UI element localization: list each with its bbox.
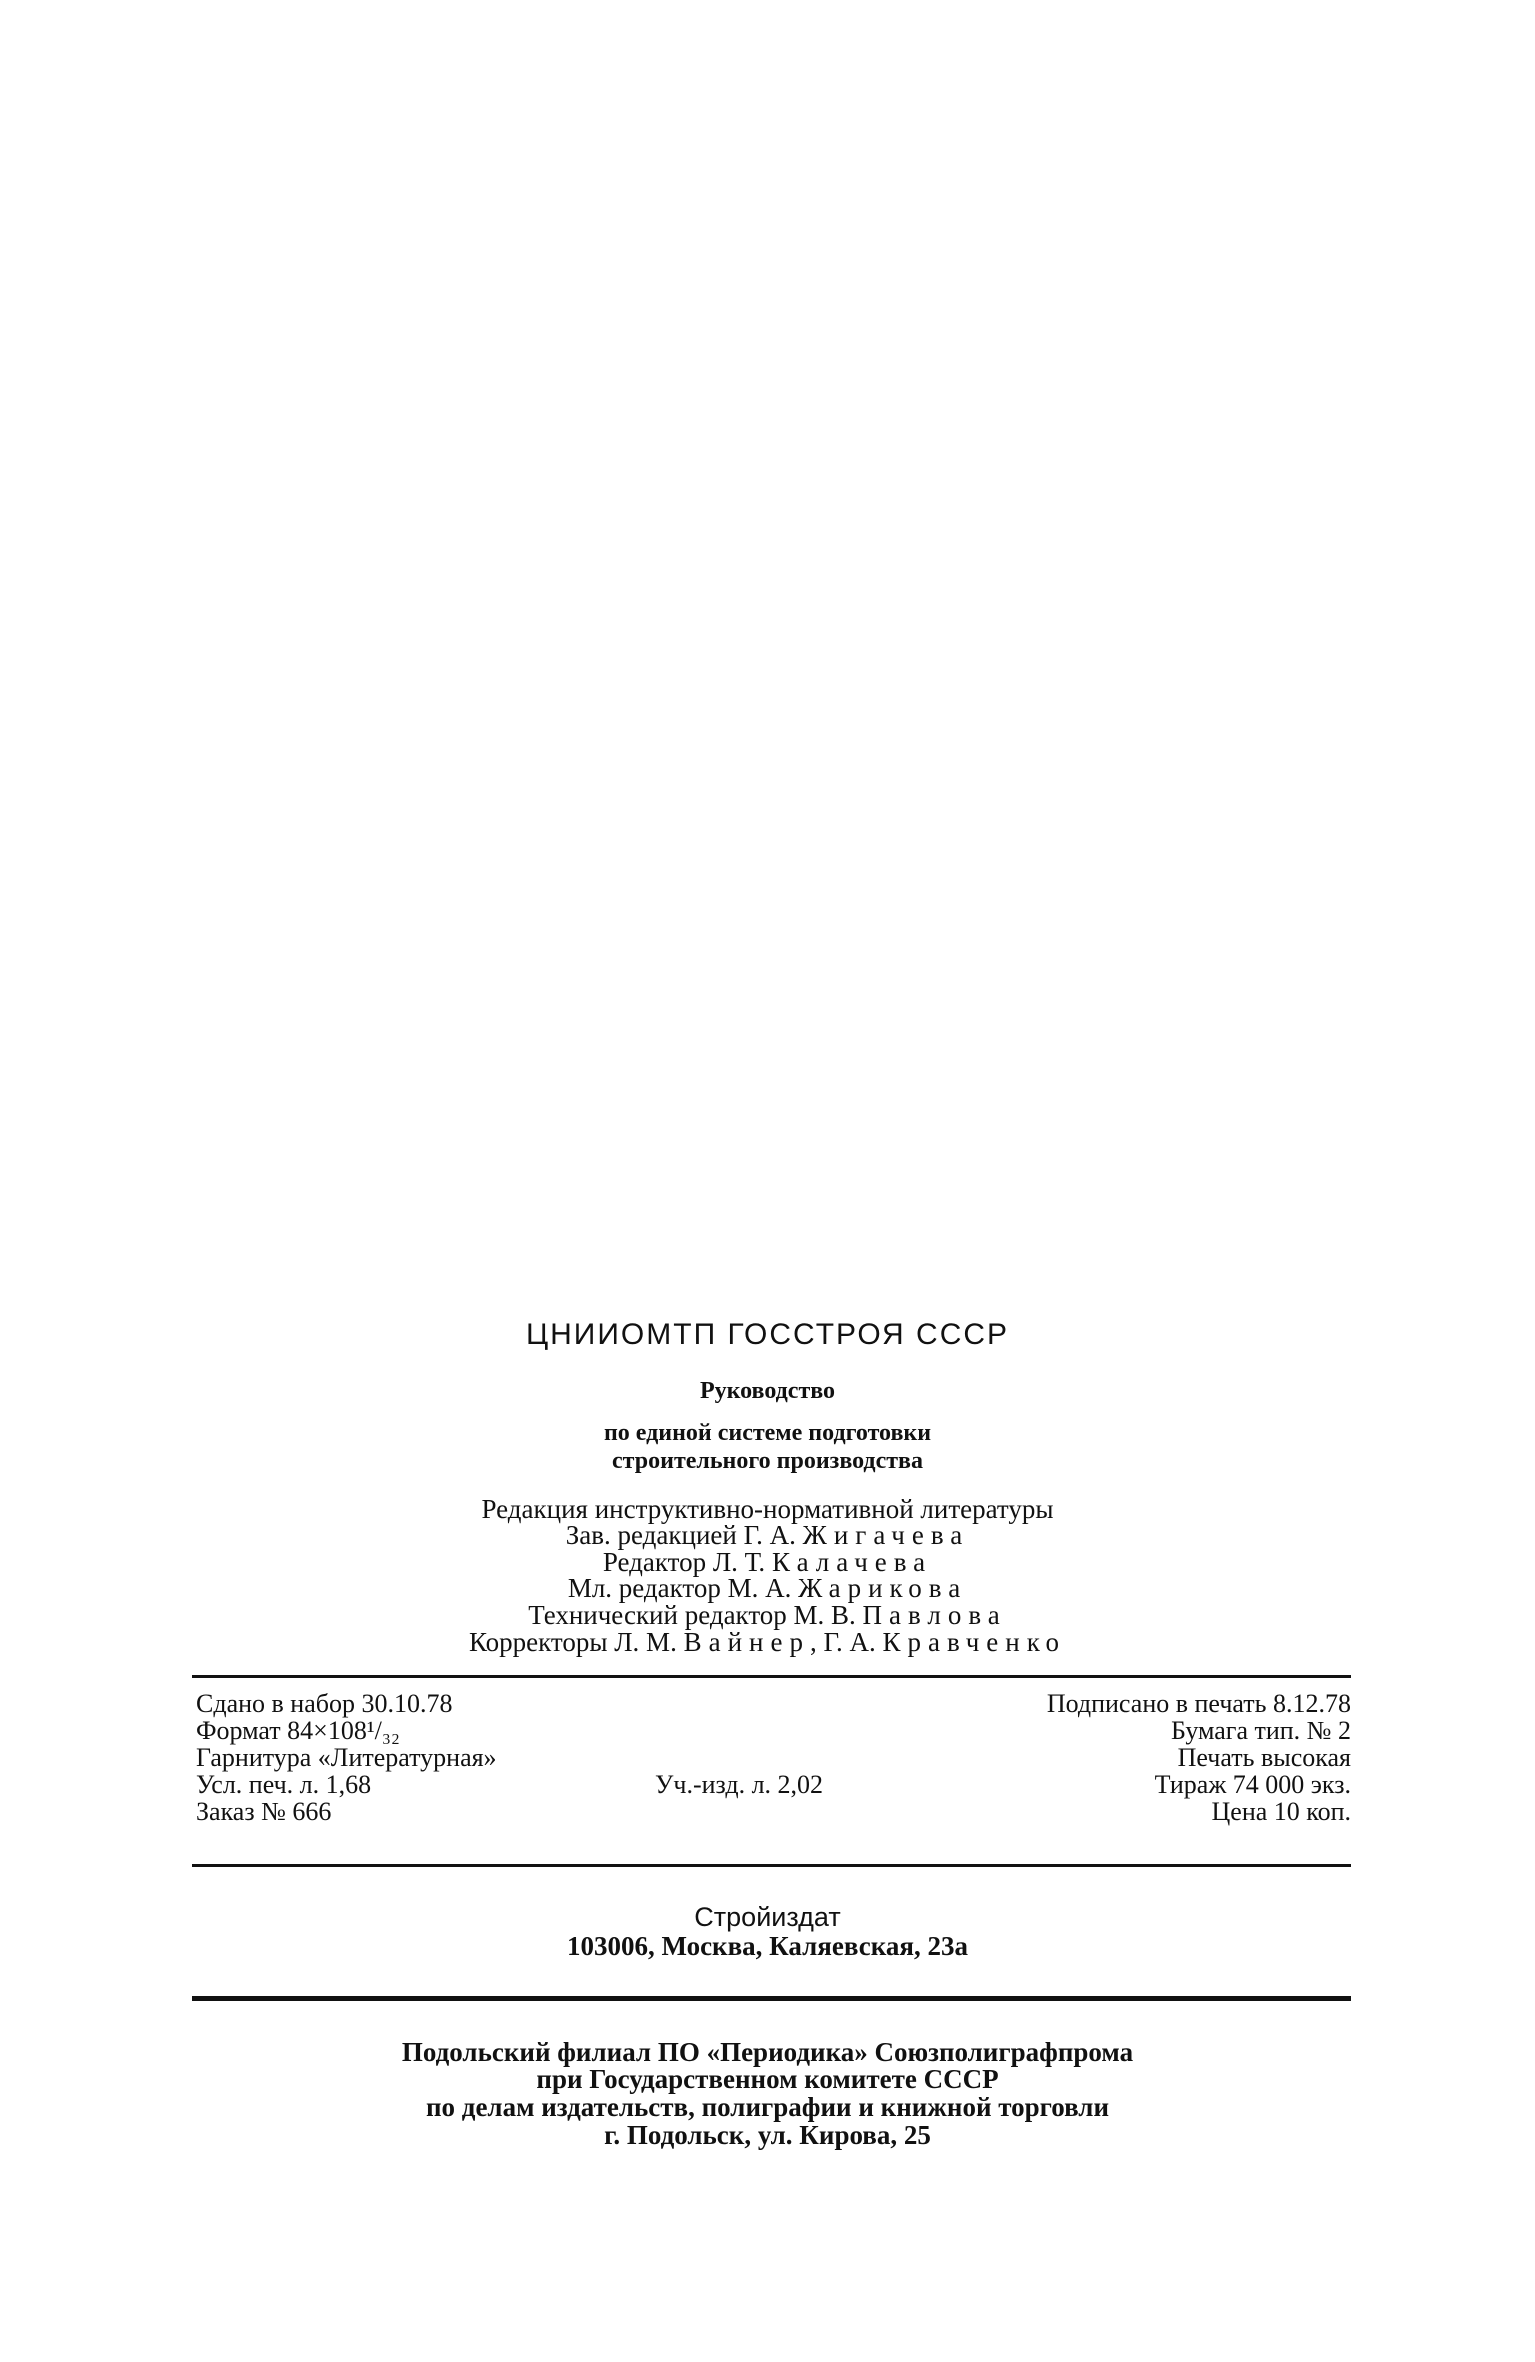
editorial-head-name: Жигачева	[802, 1520, 970, 1550]
divider-rule	[192, 1675, 1351, 1678]
spec-paper-type: Бумага тип. № 2	[1171, 1716, 1351, 1745]
editorial-department: Редакция инструктивно-нормативной литературы	[481, 1494, 1054, 1524]
spec-signed-date: Подписано в печать 8.12.78	[1046, 1689, 1351, 1718]
editor-role: Редактор Л. Т.	[602, 1547, 766, 1577]
corrector-2-name: Кравченко	[882, 1627, 1066, 1657]
editorial-head-role: Зав. редакцией Г. А.	[565, 1520, 796, 1550]
printer-line-1: Подольский филиал ПО «Периодика» Союзполиграфпрома	[401, 2037, 1134, 2067]
spec-price: Цена 10 коп.	[1211, 1797, 1351, 1826]
corrector-2-initials: , Г. А.	[809, 1627, 876, 1657]
spec-format: Формат 84×108¹/₃₂	[196, 1716, 400, 1745]
spec-print-method: Печать высокая	[1177, 1743, 1351, 1772]
spec-order-number: Заказ № 666	[196, 1797, 332, 1826]
organization-name: ЦНИИОМТП ГОССТРОЯ СССР	[525, 1318, 1010, 1351]
spec-print-run: Тираж 74 000 экз.	[1154, 1770, 1351, 1799]
spec-publisher-sheets: Уч.-изд. л. 2,02	[655, 1770, 824, 1799]
divider-rule-thick	[192, 1996, 1351, 2001]
spec-typeface: Гарнитура «Литературная»	[196, 1743, 497, 1772]
book-title: Руководство	[699, 1378, 836, 1404]
editor-name: Калачева	[771, 1547, 933, 1577]
technical-editor-role: Технический редактор М. В.	[528, 1600, 856, 1630]
spec-printed-sheets: Усл. печ. л. 1,68	[196, 1770, 372, 1799]
corrector-1-name: Вайнер	[683, 1627, 810, 1657]
correctors-line	[0, 1627, 1535, 1658]
printer-line-2: при Государственном комитете СССР	[536, 2064, 999, 2094]
publisher-name: Стройиздат	[694, 1902, 841, 1932]
junior-editor-name: Жарикова	[798, 1573, 968, 1603]
printer-line-3: по делам издательств, полиграфии и книжной торговли	[425, 2092, 1110, 2122]
book-subtitle-line-2: строительного производства	[612, 1448, 923, 1474]
correctors-role: Корректоры Л. М.	[469, 1627, 677, 1657]
printer-address: г. Подольск, ул. Кирова, 25	[604, 2120, 931, 2150]
technical-editor-name: Павлова	[862, 1600, 1007, 1630]
junior-editor-role: Мл. редактор М. А.	[567, 1573, 792, 1603]
book-subtitle-line-1: по единой системе подготовки	[603, 1420, 932, 1446]
divider-rule	[192, 1864, 1351, 1867]
spec-typeset-date: Сдано в набор 30.10.78	[196, 1689, 453, 1718]
publisher-address: 103006, Москва, Каляевская, 23а	[566, 1931, 969, 1961]
